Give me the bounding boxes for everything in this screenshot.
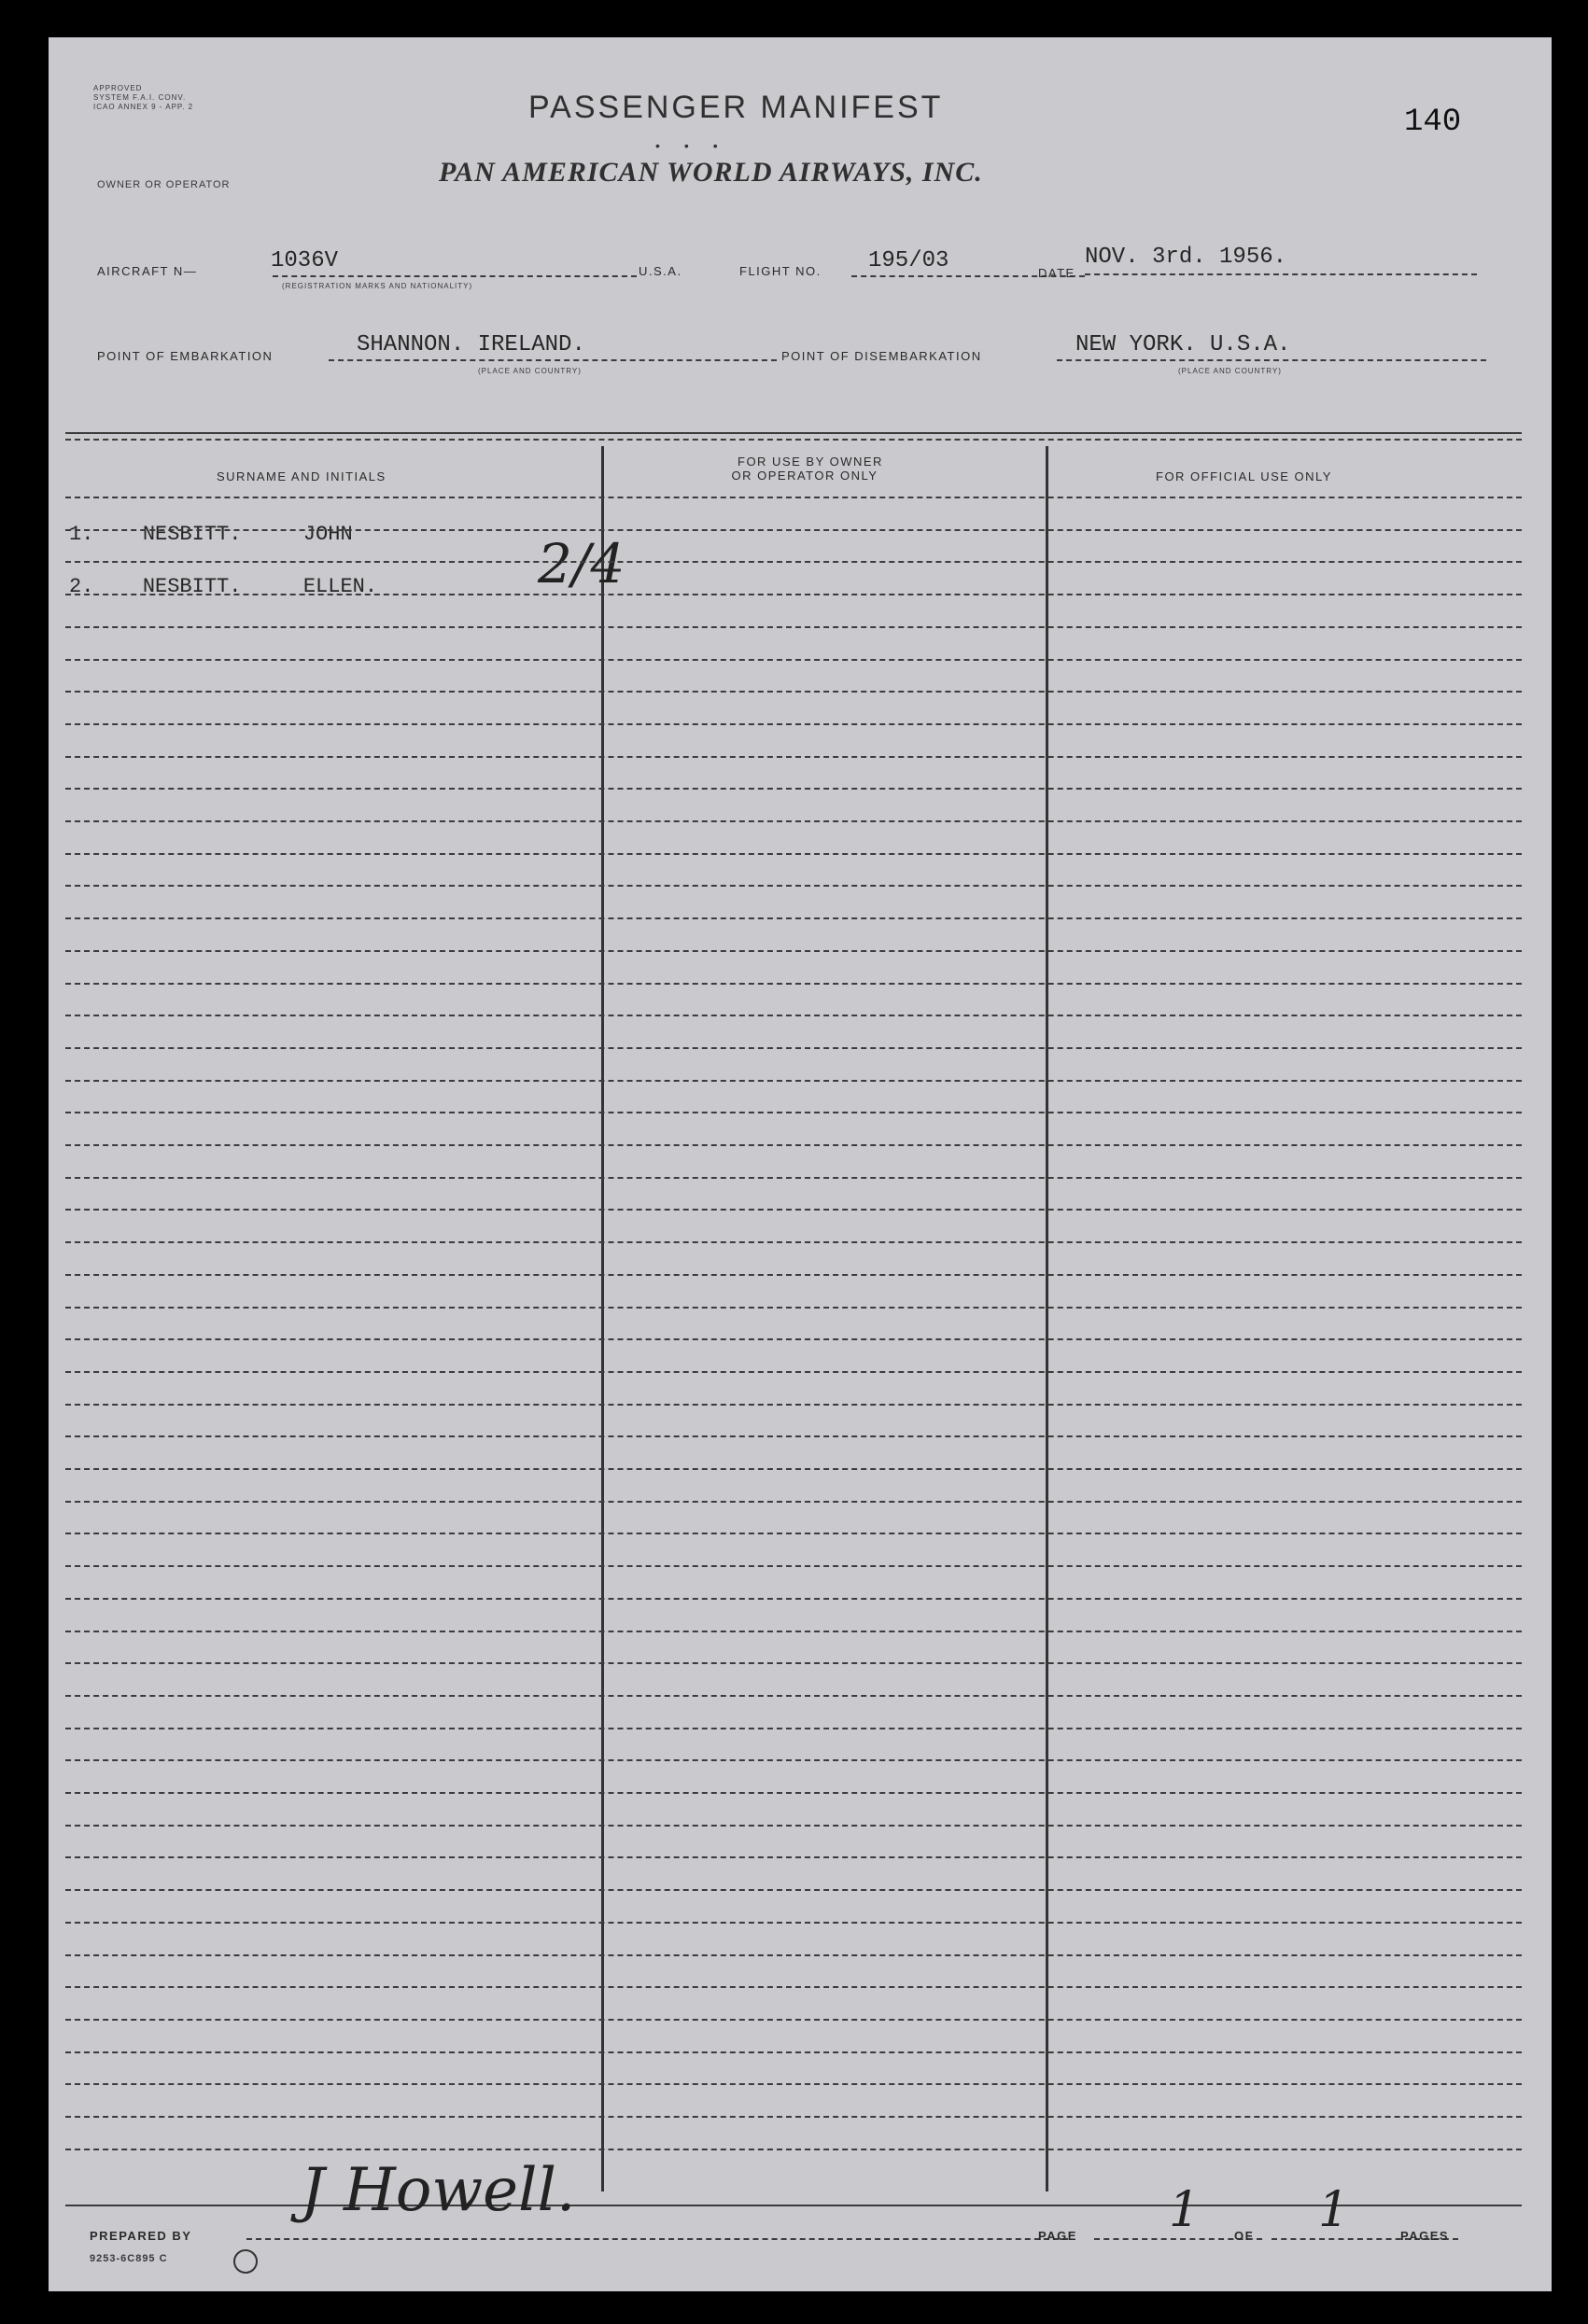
table-rule-line	[65, 1371, 1522, 1373]
table-rule-line	[65, 1598, 1522, 1600]
table-rule-line	[65, 1922, 1522, 1924]
embark-label: POINT OF EMBARKATION	[97, 349, 274, 363]
disembark-label: POINT OF DISEMBARKATION	[781, 349, 982, 363]
page-value: 1	[1169, 2182, 1201, 2238]
flight-no-label: FLIGHT NO.	[739, 264, 822, 278]
pages-label: PAGES	[1400, 2229, 1450, 2243]
flight-no-value: 195/03	[868, 248, 949, 273]
page-number: 140	[1404, 105, 1462, 140]
passenger-2-surname: NESBITT.	[142, 575, 242, 598]
table-rule-line	[65, 1015, 1522, 1016]
table-rule-line	[65, 1825, 1522, 1827]
table-rule-line	[65, 723, 1522, 725]
table-rule-line	[65, 561, 1522, 563]
table-rule-line	[65, 853, 1522, 855]
approved-line-2: SYSTEM F.A.I. CONV.	[93, 93, 187, 102]
table-rule-line	[65, 885, 1522, 887]
col-owner-header-line1: FOR USE BY OWNER	[738, 455, 883, 469]
table-rule-line	[65, 1468, 1522, 1470]
table-rule-line	[65, 1631, 1522, 1632]
table-rule-line	[65, 1112, 1522, 1113]
table-rule-line	[65, 1856, 1522, 1858]
manifest-sheet	[49, 37, 1552, 2291]
table-rule-line	[65, 1080, 1522, 1082]
date-value: NOV. 3rd. 1956.	[1085, 245, 1287, 270]
bracket-mark: 2/4	[538, 532, 625, 595]
footer-top-rule	[65, 2205, 1522, 2206]
owner-label: OWNER OR OPERATOR	[97, 179, 231, 190]
table-rule-line	[65, 1241, 1522, 1243]
approved-line-1: APPROVED	[93, 84, 143, 92]
table-top-rule-2	[65, 439, 1522, 441]
table-rule-line	[65, 1565, 1522, 1567]
table-rule-line	[65, 691, 1522, 693]
table-rule-line	[65, 1404, 1522, 1406]
table-rule-line	[65, 1435, 1522, 1437]
table-rule-line	[65, 2149, 1522, 2150]
table-rule-line	[65, 1695, 1522, 1697]
table-rule-line	[65, 1209, 1522, 1211]
table-rule-line	[65, 2083, 1522, 2085]
table-rule-line	[65, 594, 1522, 595]
table-rule-line	[65, 1889, 1522, 1891]
table-rule-line	[65, 983, 1522, 985]
table-rule-line	[65, 659, 1522, 661]
table-rule-line	[65, 917, 1522, 919]
disembark-value: NEW YORK. U.S.A.	[1075, 332, 1291, 357]
of-label: OF	[1234, 2229, 1255, 2243]
passenger-row-1	[69, 523, 353, 546]
col-owner-header-line2: OR OPERATOR ONLY	[731, 469, 878, 483]
table-rule-line	[65, 1274, 1522, 1276]
page-title: PASSENGER MANIFEST	[528, 90, 944, 125]
prepared-label: PREPARED BY	[90, 2229, 192, 2243]
aircraft-label: AIRCRAFT N—	[97, 264, 198, 278]
disembark-underline	[1057, 359, 1486, 361]
embark-value: SHANNON. IRELAND.	[357, 332, 585, 357]
col-owner-header	[726, 455, 883, 483]
embark-underline	[329, 359, 777, 361]
table-rule-line	[65, 1177, 1522, 1179]
table-rule-line	[65, 1307, 1522, 1309]
table-rule-line	[65, 2116, 1522, 2118]
table-rule-line	[65, 497, 1522, 498]
table-rule-line	[65, 1759, 1522, 1761]
col-surname-header: SURNAME AND INITIALS	[217, 469, 386, 483]
table-rule-line	[65, 756, 1522, 758]
table-rule-line	[65, 1728, 1522, 1729]
table-rule-line	[65, 950, 1522, 952]
prepared-underline	[246, 2238, 1068, 2240]
table-rule-line	[65, 820, 1522, 822]
aircraft-value: 1036V	[271, 248, 339, 273]
passenger-2-given: ELLEN.	[302, 575, 378, 598]
union-label-icon	[233, 2249, 258, 2274]
table-rule-line	[65, 1501, 1522, 1503]
column-divider-1	[601, 446, 604, 2191]
table-rule-line	[65, 1533, 1522, 1534]
col-official-header: FOR OFFICIAL USE ONLY	[1156, 469, 1332, 483]
table-rule-line	[65, 1986, 1522, 1988]
table-rule-line	[65, 626, 1522, 628]
aircraft-note: (REGISTRATION MARKS AND NATIONALITY)	[282, 282, 473, 290]
table-rule-line	[65, 1338, 1522, 1340]
table-rule-line	[65, 788, 1522, 790]
table-rule-line	[65, 2019, 1522, 2021]
date-label: DATE	[1038, 266, 1075, 280]
table-rule-line	[65, 2051, 1522, 2053]
aircraft-underline	[273, 275, 637, 277]
table-rule-line	[65, 529, 1522, 531]
passenger-1-surname: NESBITT.	[142, 523, 242, 546]
airline-name: PAN AMERICAN WORLD AIRWAYS, INC.	[439, 157, 983, 188]
table-rule-line	[65, 1662, 1522, 1664]
signature: J Howell.	[301, 2156, 576, 2225]
date-underline	[1085, 273, 1477, 275]
approved-line-3: ICAO ANNEX 9 - APP. 2	[93, 103, 194, 111]
table-rule-line	[65, 1954, 1522, 1956]
table-rule-line	[65, 1047, 1522, 1049]
passenger-1-given: JOHN	[302, 523, 353, 546]
passenger-1-number: 1.	[69, 523, 94, 546]
disembark-note: (PLACE AND COUNTRY)	[1178, 367, 1282, 375]
table-top-rule	[65, 432, 1522, 434]
column-divider-2	[1046, 446, 1048, 2191]
usa-label: U.S.A.	[639, 264, 682, 278]
approved-stamp	[93, 84, 193, 112]
table-rule-line	[65, 1792, 1522, 1794]
page-label: PAGE	[1038, 2229, 1077, 2243]
dot-marks: •••	[655, 138, 742, 153]
of-value: 1	[1318, 2182, 1350, 2238]
embark-note: (PLACE AND COUNTRY)	[478, 367, 582, 375]
form-code: 9253-6C895 C	[90, 2253, 168, 2264]
passenger-2-number: 2.	[69, 575, 94, 598]
table-rule-line	[65, 1144, 1522, 1146]
